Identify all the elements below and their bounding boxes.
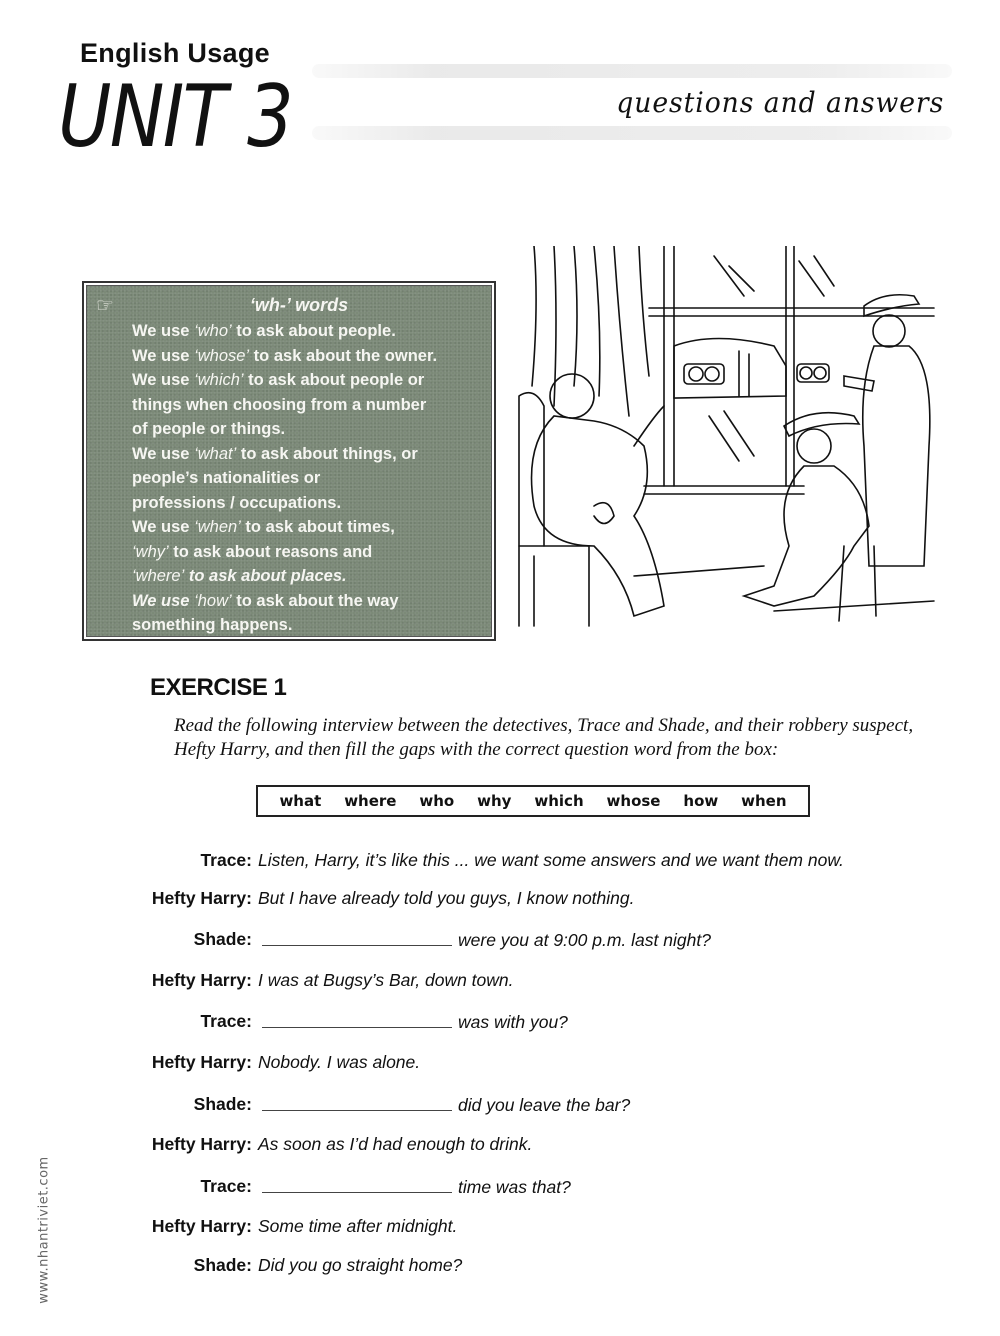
wh-line-text: to ask about the owner. (249, 346, 438, 365)
exercise-instructions: Read the following interview between the detectives, Trace and Shade, and their robbery suspect, Hefty Harry, and then fill the gaps with the correct question word from the box: (174, 715, 914, 760)
dialogue-line (0, 1176, 1000, 1200)
detective-shade (784, 413, 859, 436)
wh-line-text: to ask about people. (231, 322, 396, 340)
wh-box-line (132, 540, 437, 565)
utterance (258, 1134, 532, 1155)
answer-gap[interactable] (262, 929, 452, 946)
wh-box-line (132, 466, 437, 491)
utterance-text: Some time after midnight. (258, 1216, 458, 1236)
wh-line-text: something happens. (132, 616, 293, 634)
utterance (258, 1216, 457, 1237)
utterance (258, 850, 844, 871)
wh-box-line (132, 393, 437, 418)
dialogue-line (0, 888, 1000, 912)
dialogue-line (0, 1216, 1000, 1240)
wh-line-text: things when choosing from a number (132, 395, 427, 414)
dialogue-line (0, 970, 1000, 994)
speaker-name: Shade: (193, 1255, 252, 1275)
hefty-harry (550, 374, 594, 418)
dialogue-line (0, 1255, 1000, 1279)
wh-line-word: ‘which’ (194, 371, 244, 389)
question-word: when (741, 792, 787, 810)
wh-line-text: We use (132, 518, 195, 536)
utterance-text: But I have already told you guys, I know nothing. (258, 888, 635, 908)
wh-box-line (132, 368, 437, 393)
utterance-text: As soon as I’d had enough to drink. (258, 1134, 533, 1154)
utterance-text: Did you go straight home? (258, 1255, 463, 1275)
utterance (258, 970, 514, 991)
question-word: what (279, 792, 322, 810)
website-text: www.nhantriviet.com (36, 1156, 52, 1304)
wh-box-line (132, 344, 437, 369)
utterance-text: time was that? (458, 1177, 571, 1197)
wh-line-text: to ask about the way (231, 591, 399, 610)
question-word: whose (606, 792, 661, 810)
question-word: why (477, 792, 512, 810)
answer-gap[interactable] (262, 1176, 452, 1193)
answer-gap[interactable] (262, 1011, 452, 1028)
speaker-name: Trace: (200, 1176, 252, 1196)
dialogue-line (0, 929, 1000, 953)
wh-line-word: ‘why’ (132, 542, 169, 561)
utterance-text: did you leave the bar? (458, 1095, 631, 1115)
wh-line-text: to ask about reasons and (168, 542, 373, 561)
wh-box-line (132, 491, 437, 516)
question-word: who (419, 792, 455, 810)
detective-trace (864, 295, 919, 316)
wh-line-text: to ask about things, or (236, 444, 418, 463)
utterance-text: Nobody. I was alone. (258, 1052, 421, 1072)
wh-box-line (132, 589, 437, 614)
answer-gap[interactable] (262, 1094, 452, 1111)
utterance (262, 1094, 630, 1116)
unit-title: UNIT 3 (58, 67, 292, 167)
wh-box-line (132, 442, 437, 467)
utterance (258, 888, 634, 909)
wh-line-word: ‘where’ (132, 567, 185, 585)
dialogue-line (0, 1052, 1000, 1076)
wh-line-word: ‘what’ (194, 444, 237, 463)
pointing-hand-icon: ☞ (96, 295, 114, 317)
question-word-box (256, 785, 810, 817)
utterance (258, 1255, 462, 1276)
question-word: which (534, 792, 584, 810)
dialogue-line (0, 850, 1000, 874)
utterance-text: Listen, Harry, it’s like this ... we want some answers and we want them now. (258, 850, 844, 870)
header-rule-top (312, 64, 952, 78)
chair-left (519, 546, 589, 626)
utterance-text: I was at Bugsy’s Bar, down town. (258, 970, 514, 990)
wh-line-text: people’s nationalities or (132, 469, 321, 487)
wh-box-title: ‘wh-’ words (249, 295, 349, 315)
wh-box-line (132, 319, 437, 344)
utterance (262, 929, 711, 951)
interrogation-illustration (514, 246, 946, 636)
wh-box-line (132, 613, 437, 638)
wh-line-text: to ask about places. (184, 567, 347, 585)
wh-line-text: We use (132, 346, 195, 365)
utterance (262, 1176, 571, 1198)
dialogue-line (0, 1011, 1000, 1035)
speaker-name: Trace: (200, 1011, 252, 1031)
wh-line-text: professions / occupations. (132, 493, 342, 512)
dialogue-line (0, 1094, 1000, 1118)
wh-line-text: to ask about people or (243, 371, 425, 389)
utterance-text: was with you? (458, 1012, 568, 1032)
speaker-name: Hefty Harry: (151, 1134, 252, 1154)
wh-line-word: ‘who’ (194, 322, 232, 340)
wh-words-box (82, 281, 496, 641)
wh-line-word: ‘whose’ (194, 346, 250, 365)
speaker-name: Hefty Harry: (151, 1052, 252, 1072)
question-word: how (683, 792, 719, 810)
wh-line-word: ‘when’ (194, 518, 241, 536)
wh-line-text: We use (132, 444, 195, 463)
wh-line-word: ‘how’ (194, 591, 232, 610)
wh-line-text: We use (132, 591, 195, 610)
unit-subtitle: questions and answers (616, 86, 944, 119)
wh-box-lines (132, 319, 437, 638)
speaker-name: Hefty Harry: (151, 1216, 252, 1236)
wh-line-text: We use (132, 371, 195, 389)
speaker-name: Hefty Harry: (151, 888, 252, 908)
header-rule-bottom (312, 126, 952, 140)
speaker-name: Hefty Harry: (151, 970, 252, 990)
wh-line-text: of people or things. (132, 420, 286, 438)
wh-box-line (132, 417, 437, 442)
curtain (532, 246, 649, 416)
wh-line-text: We use (132, 322, 195, 340)
website-watermark (34, 1140, 54, 1320)
exercise-title: EXERCISE 1 (150, 674, 287, 701)
speaker-name: Trace: (200, 850, 252, 870)
utterance (262, 1011, 568, 1033)
speaker-name: Shade: (193, 1094, 252, 1114)
question-word: where (344, 792, 397, 810)
wh-box-line (132, 564, 437, 589)
wh-line-text: to ask about times, (240, 518, 395, 536)
speaker-name: Shade: (193, 929, 252, 949)
dialogue-line (0, 1134, 1000, 1158)
utterance (258, 1052, 420, 1073)
wh-box-line (132, 515, 437, 540)
series-title: English Usage (80, 38, 270, 68)
utterance-text: were you at 9:00 p.m. last night? (458, 930, 711, 950)
